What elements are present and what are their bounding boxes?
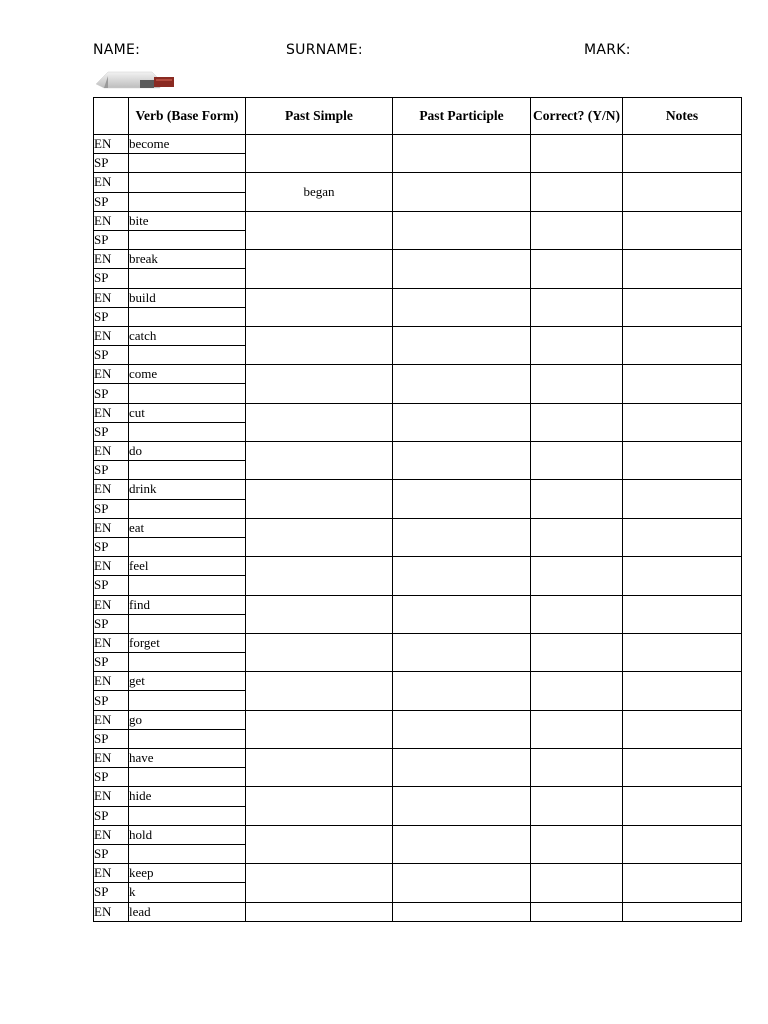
lang-en-cell: EN	[94, 902, 129, 921]
verb-table-body	[94, 135, 742, 922]
table-row	[94, 173, 742, 192]
base-form-sp-cell[interactable]	[129, 192, 246, 211]
past-simple-cell[interactable]	[246, 326, 393, 364]
base-form-sp-cell[interactable]	[129, 691, 246, 710]
correct-cell[interactable]	[531, 211, 623, 249]
base-form-sp-cell[interactable]	[129, 461, 246, 480]
past-participle-cell[interactable]	[393, 518, 531, 556]
lang-sp-cell: SP	[94, 614, 129, 633]
notes-cell[interactable]	[623, 557, 742, 595]
correct-cell[interactable]	[531, 633, 623, 671]
past-simple-cell[interactable]	[246, 211, 393, 249]
past-simple-cell[interactable]	[246, 710, 393, 748]
notes-cell[interactable]	[623, 403, 742, 441]
table-row	[94, 326, 742, 345]
base-form-sp-cell[interactable]	[129, 269, 246, 288]
past-simple-cell[interactable]	[246, 557, 393, 595]
lang-sp-cell: SP	[94, 576, 129, 595]
lang-sp-cell: SP	[94, 384, 129, 403]
past-participle-cell[interactable]	[393, 710, 531, 748]
lang-en-cell: EN	[94, 288, 129, 307]
past-participle-cell[interactable]	[393, 173, 531, 211]
past-participle-cell[interactable]	[393, 135, 531, 173]
lang-en-cell: EN	[94, 442, 129, 461]
table-row	[94, 595, 742, 614]
notes-cell[interactable]	[623, 864, 742, 902]
notes-cell[interactable]	[623, 442, 742, 480]
table-row	[94, 557, 742, 576]
correct-cell[interactable]	[531, 595, 623, 633]
base-form-en-cell[interactable]: catch	[129, 326, 246, 345]
base-form-sp-cell[interactable]	[129, 614, 246, 633]
correct-cell[interactable]	[531, 288, 623, 326]
table-row	[94, 633, 742, 652]
table-row	[94, 749, 742, 768]
notes-cell[interactable]	[623, 749, 742, 787]
base-form-en-cell[interactable]: eat	[129, 518, 246, 537]
col-correct-header: Correct? (Y/N)	[531, 98, 623, 135]
base-form-sp-cell[interactable]	[129, 499, 246, 518]
base-form-en-cell[interactable]: bite	[129, 211, 246, 230]
notes-cell[interactable]	[623, 518, 742, 556]
correct-cell[interactable]	[531, 710, 623, 748]
base-form-en-cell[interactable]: find	[129, 595, 246, 614]
base-form-sp-cell[interactable]	[129, 806, 246, 825]
correct-cell[interactable]	[531, 365, 623, 403]
notes-cell[interactable]	[623, 288, 742, 326]
surname-label: SURNAME:	[286, 42, 363, 58]
lang-en-cell: EN	[94, 864, 129, 883]
base-form-sp-cell[interactable]	[129, 844, 246, 863]
base-form-en-cell[interactable]: become	[129, 135, 246, 154]
table-row	[94, 710, 742, 729]
base-form-sp-cell[interactable]	[129, 653, 246, 672]
base-form-en-cell[interactable]: build	[129, 288, 246, 307]
lang-en-cell: EN	[94, 595, 129, 614]
lang-sp-cell: SP	[94, 883, 129, 902]
correct-cell[interactable]	[531, 518, 623, 556]
base-form-en-cell[interactable]: get	[129, 672, 246, 691]
notes-cell[interactable]	[623, 135, 742, 173]
base-form-en-cell[interactable]: keep	[129, 864, 246, 883]
col-past-participle-header: Past Participle	[393, 98, 531, 135]
mark-label: MARK:	[584, 42, 631, 58]
past-simple-cell[interactable]	[246, 672, 393, 710]
past-participle-cell[interactable]	[393, 902, 531, 921]
base-form-en-cell[interactable]: drink	[129, 480, 246, 499]
table-row	[94, 864, 742, 883]
notes-cell[interactable]	[623, 787, 742, 825]
base-form-en-cell[interactable]: have	[129, 749, 246, 768]
past-simple-cell[interactable]	[246, 595, 393, 633]
notes-cell[interactable]	[623, 326, 742, 364]
base-form-en-cell[interactable]: hold	[129, 825, 246, 844]
notes-cell[interactable]	[623, 211, 742, 249]
notes-cell[interactable]	[623, 365, 742, 403]
past-participle-cell[interactable]	[393, 787, 531, 825]
table-row	[94, 672, 742, 691]
past-simple-cell[interactable]	[246, 250, 393, 288]
base-form-en-cell[interactable]: do	[129, 442, 246, 461]
base-form-en-cell[interactable]: go	[129, 710, 246, 729]
table-row	[94, 135, 742, 154]
past-simple-cell[interactable]	[246, 825, 393, 863]
base-form-en-cell[interactable]: break	[129, 250, 246, 269]
notes-cell[interactable]	[623, 710, 742, 748]
base-form-en-cell[interactable]: cut	[129, 403, 246, 422]
past-simple-cell[interactable]	[246, 135, 393, 173]
col-past-simple-header: Past Simple	[246, 98, 393, 135]
lang-sp-cell: SP	[94, 269, 129, 288]
base-form-en-cell[interactable]: feel	[129, 557, 246, 576]
lang-en-cell: EN	[94, 480, 129, 499]
past-participle-cell[interactable]	[393, 211, 531, 249]
past-participle-cell[interactable]	[393, 595, 531, 633]
lang-en-cell: EN	[94, 749, 129, 768]
base-form-sp-cell[interactable]	[129, 729, 246, 748]
correct-cell[interactable]	[531, 135, 623, 173]
correct-cell[interactable]	[531, 787, 623, 825]
correct-cell[interactable]	[531, 825, 623, 863]
name-label: NAME:	[93, 42, 141, 58]
lang-en-cell: EN	[94, 365, 129, 384]
lang-en-cell: EN	[94, 825, 129, 844]
table-row	[94, 902, 742, 921]
notes-cell[interactable]	[623, 672, 742, 710]
correct-cell[interactable]	[531, 902, 623, 921]
lang-sp-cell: SP	[94, 346, 129, 365]
table-row	[94, 787, 742, 806]
notes-cell[interactable]	[623, 250, 742, 288]
base-form-en-cell[interactable]	[129, 173, 246, 192]
lang-sp-cell: SP	[94, 729, 129, 748]
base-form-sp-cell[interactable]	[129, 230, 246, 249]
lang-sp-cell: SP	[94, 653, 129, 672]
past-participle-cell[interactable]	[393, 825, 531, 863]
past-participle-cell[interactable]	[393, 480, 531, 518]
table-row	[94, 288, 742, 307]
base-form-sp-cell[interactable]	[129, 154, 246, 173]
past-simple-cell[interactable]	[246, 288, 393, 326]
lang-sp-cell: SP	[94, 192, 129, 211]
notes-cell[interactable]	[623, 902, 742, 921]
past-participle-cell[interactable]	[393, 864, 531, 902]
lang-en-cell: EN	[94, 135, 129, 154]
lang-en-cell: EN	[94, 211, 129, 230]
past-simple-cell[interactable]	[246, 787, 393, 825]
base-form-en-cell[interactable]: hide	[129, 787, 246, 806]
past-participle-cell[interactable]	[393, 365, 531, 403]
notes-cell[interactable]	[623, 480, 742, 518]
correct-cell[interactable]	[531, 442, 623, 480]
base-form-sp-cell[interactable]	[129, 346, 246, 365]
past-simple-cell[interactable]	[246, 633, 393, 671]
lang-en-cell: EN	[94, 633, 129, 652]
verb-table	[93, 97, 742, 922]
correct-cell[interactable]	[531, 864, 623, 902]
base-form-sp-cell[interactable]	[129, 537, 246, 556]
lang-en-cell: EN	[94, 710, 129, 729]
past-simple-cell[interactable]	[246, 864, 393, 902]
lang-en-cell: EN	[94, 518, 129, 537]
past-participle-cell[interactable]	[393, 403, 531, 441]
table-row	[94, 480, 742, 499]
col-lang-header	[94, 98, 129, 135]
past-participle-cell[interactable]	[393, 672, 531, 710]
base-form-sp-cell[interactable]	[129, 422, 246, 441]
lang-sp-cell: SP	[94, 230, 129, 249]
base-form-en-cell[interactable]: come	[129, 365, 246, 384]
lang-en-cell: EN	[94, 557, 129, 576]
notes-cell[interactable]	[623, 173, 742, 211]
past-simple-cell[interactable]	[246, 480, 393, 518]
lang-sp-cell: SP	[94, 844, 129, 863]
past-participle-cell[interactable]	[393, 250, 531, 288]
notes-cell[interactable]	[623, 633, 742, 671]
lang-sp-cell: SP	[94, 806, 129, 825]
past-participle-cell[interactable]	[393, 557, 531, 595]
building-logo-icon	[94, 66, 178, 90]
base-form-sp-cell[interactable]	[129, 307, 246, 326]
past-participle-cell[interactable]	[393, 633, 531, 671]
base-form-en-cell[interactable]: lead	[129, 902, 246, 921]
lang-sp-cell: SP	[94, 422, 129, 441]
correct-cell[interactable]	[531, 250, 623, 288]
notes-cell[interactable]	[623, 825, 742, 863]
lang-sp-cell: SP	[94, 461, 129, 480]
base-form-sp-cell[interactable]	[129, 768, 246, 787]
base-form-en-cell[interactable]: forget	[129, 633, 246, 652]
base-form-sp-cell[interactable]	[129, 384, 246, 403]
lang-sp-cell: SP	[94, 307, 129, 326]
col-base-form-header: Verb (Base Form)	[129, 98, 246, 135]
lang-en-cell: EN	[94, 787, 129, 806]
table-row	[94, 825, 742, 844]
correct-cell[interactable]	[531, 749, 623, 787]
col-notes-header: Notes	[623, 98, 742, 135]
correct-cell[interactable]	[531, 480, 623, 518]
table-row	[94, 518, 742, 537]
correct-cell[interactable]	[531, 403, 623, 441]
past-simple-cell[interactable]	[246, 749, 393, 787]
correct-cell[interactable]	[531, 326, 623, 364]
table-row	[94, 250, 742, 269]
lang-sp-cell: SP	[94, 499, 129, 518]
past-simple-cell[interactable]	[246, 365, 393, 403]
table-row	[94, 403, 742, 422]
past-participle-cell[interactable]	[393, 749, 531, 787]
correct-cell[interactable]	[531, 672, 623, 710]
past-participle-cell[interactable]	[393, 288, 531, 326]
lang-en-cell: EN	[94, 326, 129, 345]
lang-sp-cell: SP	[94, 768, 129, 787]
lang-en-cell: EN	[94, 403, 129, 422]
past-participle-cell[interactable]	[393, 326, 531, 364]
notes-cell[interactable]	[623, 595, 742, 633]
past-participle-cell[interactable]	[393, 442, 531, 480]
table-row	[94, 442, 742, 461]
lang-en-cell: EN	[94, 173, 129, 192]
past-simple-cell[interactable]	[246, 518, 393, 556]
lang-en-cell: EN	[94, 672, 129, 691]
correct-cell[interactable]	[531, 173, 623, 211]
lang-sp-cell: SP	[94, 154, 129, 173]
lang-en-cell: EN	[94, 250, 129, 269]
lang-sp-cell: SP	[94, 537, 129, 556]
table-row	[94, 365, 742, 384]
correct-cell[interactable]	[531, 557, 623, 595]
table-header-row	[94, 98, 742, 135]
table-row	[94, 211, 742, 230]
past-simple-cell[interactable]	[246, 442, 393, 480]
lang-sp-cell: SP	[94, 691, 129, 710]
past-simple-cell[interactable]: began	[246, 173, 393, 211]
past-simple-cell[interactable]	[246, 403, 393, 441]
base-form-sp-cell[interactable]	[129, 576, 246, 595]
base-form-sp-cell[interactable]: k	[129, 883, 246, 902]
past-simple-cell[interactable]	[246, 902, 393, 921]
